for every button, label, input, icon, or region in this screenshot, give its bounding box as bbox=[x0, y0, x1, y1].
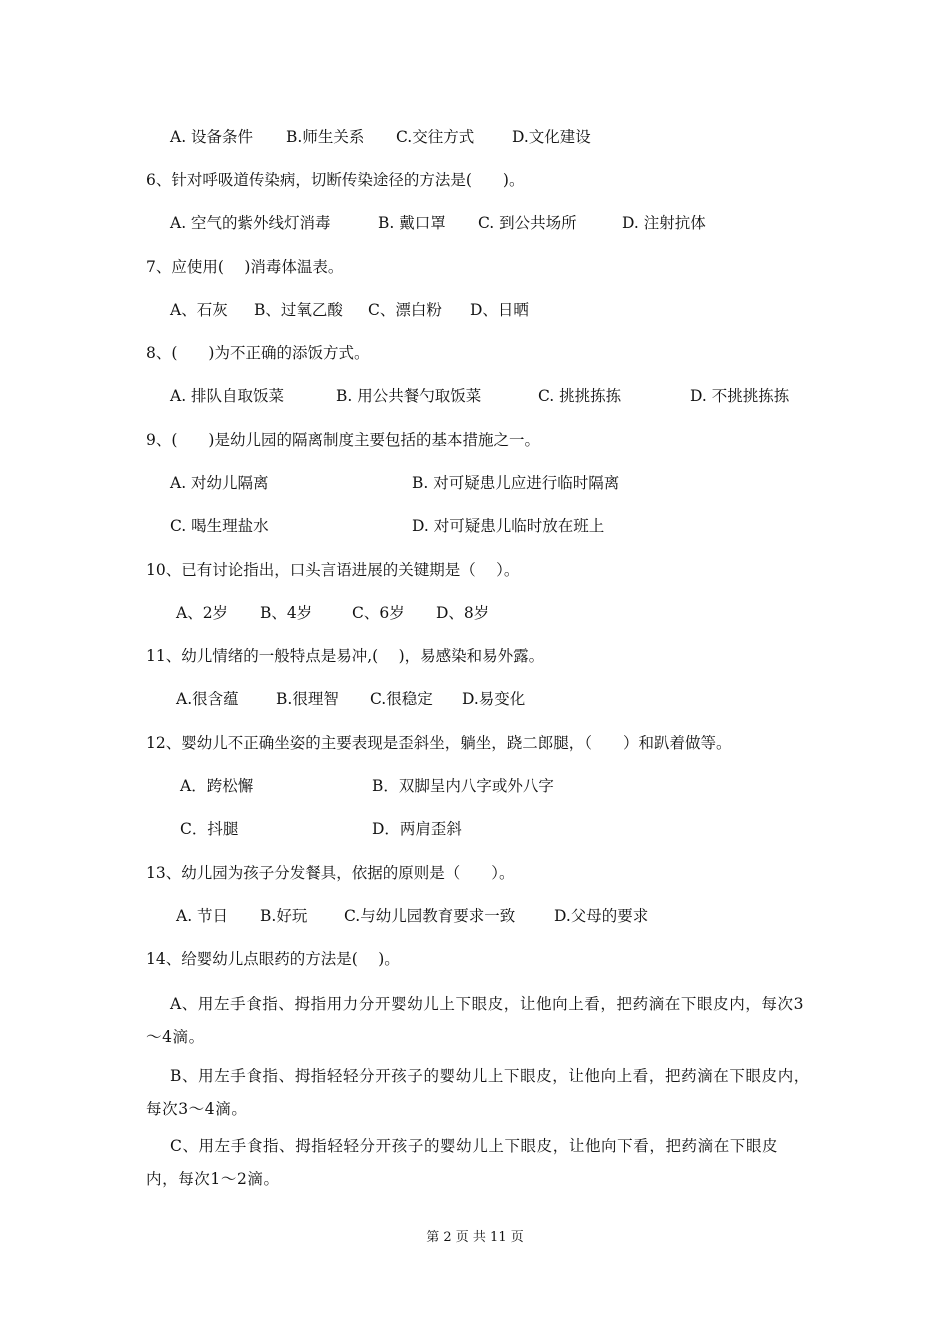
q9-option-c: C. 喝生理盐水 bbox=[170, 517, 269, 535]
q10-option-b: B、4岁 bbox=[260, 604, 313, 622]
q10-stem: 10、已有讨论指出，口头言语进展的关键期是（ ）。 bbox=[146, 561, 520, 579]
q12-stem: 12、婴幼儿不正确坐姿的主要表现是歪斜坐，躺坐，跷二郎腿，（ ）和趴着做等。 bbox=[146, 734, 732, 752]
q7-option-a: A、石灰 bbox=[170, 301, 228, 319]
q12-option-a: A．跨松懈 bbox=[180, 777, 254, 795]
q6-option-d: D. 注射抗体 bbox=[622, 214, 706, 232]
q12-option-d: D．两肩歪斜 bbox=[372, 820, 462, 838]
q12-option-c: C．抖腿 bbox=[180, 820, 239, 838]
q6-option-a: A. 空气的紫外线灯消毒 bbox=[170, 214, 331, 232]
q14-option-c: C、用左手食指、拇指轻轻分开孩子的婴幼儿上下眼皮，让他向下看，把药滴在下眼皮内，每次1～2滴。 bbox=[146, 1137, 779, 1188]
q5-option-d: D.文化建设 bbox=[512, 128, 591, 146]
q10-option-c: C、6岁 bbox=[352, 604, 405, 622]
q11-stem: 11、幼儿情绪的一般特点是易冲,( )，易感染和易外露。 bbox=[146, 647, 545, 665]
q11-option-d: D.易变化 bbox=[462, 690, 526, 708]
q6-option-c: C. 到公共场所 bbox=[478, 214, 577, 232]
q13-stem: 13、幼儿园为孩子分发餐具，依据的原则是（ ）。 bbox=[146, 864, 515, 882]
q7-option-b: B、过氧乙酸 bbox=[254, 301, 343, 319]
q13-option-b: B.好玩 bbox=[260, 907, 308, 925]
q7-stem: 7、应使用( )消毒体温表。 bbox=[146, 258, 344, 276]
q8-stem: 8、( )为不正确的添饭方式。 bbox=[146, 344, 370, 362]
q9-option-d: D. 对可疑患儿临时放在班上 bbox=[412, 517, 605, 535]
q6-stem: 6、针对呼吸道传染病，切断传染途径的方法是( )。 bbox=[146, 171, 525, 189]
q9-option-a: A. 对幼儿隔离 bbox=[170, 474, 269, 492]
q14-option-b: B、用左手食指、拇指轻轻分开孩子的婴幼儿上下眼皮，让他向上看，把药滴在下眼皮内，每次3～4滴。 bbox=[146, 1067, 810, 1118]
q7-option-c: C、漂白粉 bbox=[368, 301, 442, 319]
q6-option-b: B. 戴口罩 bbox=[378, 214, 446, 232]
q10-option-a: A、2岁 bbox=[176, 604, 229, 622]
q5-option-c: C.交往方式 bbox=[396, 128, 475, 146]
page-footer: 第 2 页 共 11 页 bbox=[426, 1230, 524, 1245]
q11-option-c: C.很稳定 bbox=[370, 690, 433, 708]
q14-stem: 14、给婴幼儿点眼药的方法是( )。 bbox=[146, 950, 400, 968]
q9-option-b: B. 对可疑患儿应进行临时隔离 bbox=[412, 474, 620, 492]
q13-option-a: A. 节日 bbox=[176, 907, 229, 925]
q11-option-b: B.很理智 bbox=[276, 690, 339, 708]
q8-option-a: A. 排队自取饭菜 bbox=[170, 387, 285, 405]
q10-option-d: D、8岁 bbox=[436, 604, 490, 622]
q14-option-a: A、用左手食指、拇指用力分开婴幼儿上下眼皮，让他向上看，把药滴在下眼皮内，每次3～4滴。 bbox=[146, 995, 805, 1046]
q8-option-d: D. 不挑挑拣拣 bbox=[690, 387, 790, 405]
q11-option-a: A.很含蕴 bbox=[176, 690, 239, 708]
q13-option-c: C.与幼儿园教育要求一致 bbox=[344, 907, 516, 925]
q8-option-c: C. 挑挑拣拣 bbox=[538, 387, 622, 405]
q8-option-b: B. 用公共餐勺取饭菜 bbox=[336, 387, 482, 405]
q12-option-b: B．双脚呈内八字或外八字 bbox=[372, 777, 554, 795]
q5-option-b: B.师生关系 bbox=[286, 128, 365, 146]
q7-option-d: D、日晒 bbox=[470, 301, 529, 319]
q5-option-a: A. 设备条件 bbox=[170, 128, 254, 146]
q9-stem: 9、( )是幼儿园的隔离制度主要包括的基本措施之一。 bbox=[146, 431, 540, 449]
q13-option-d: D.父母的要求 bbox=[554, 907, 649, 925]
